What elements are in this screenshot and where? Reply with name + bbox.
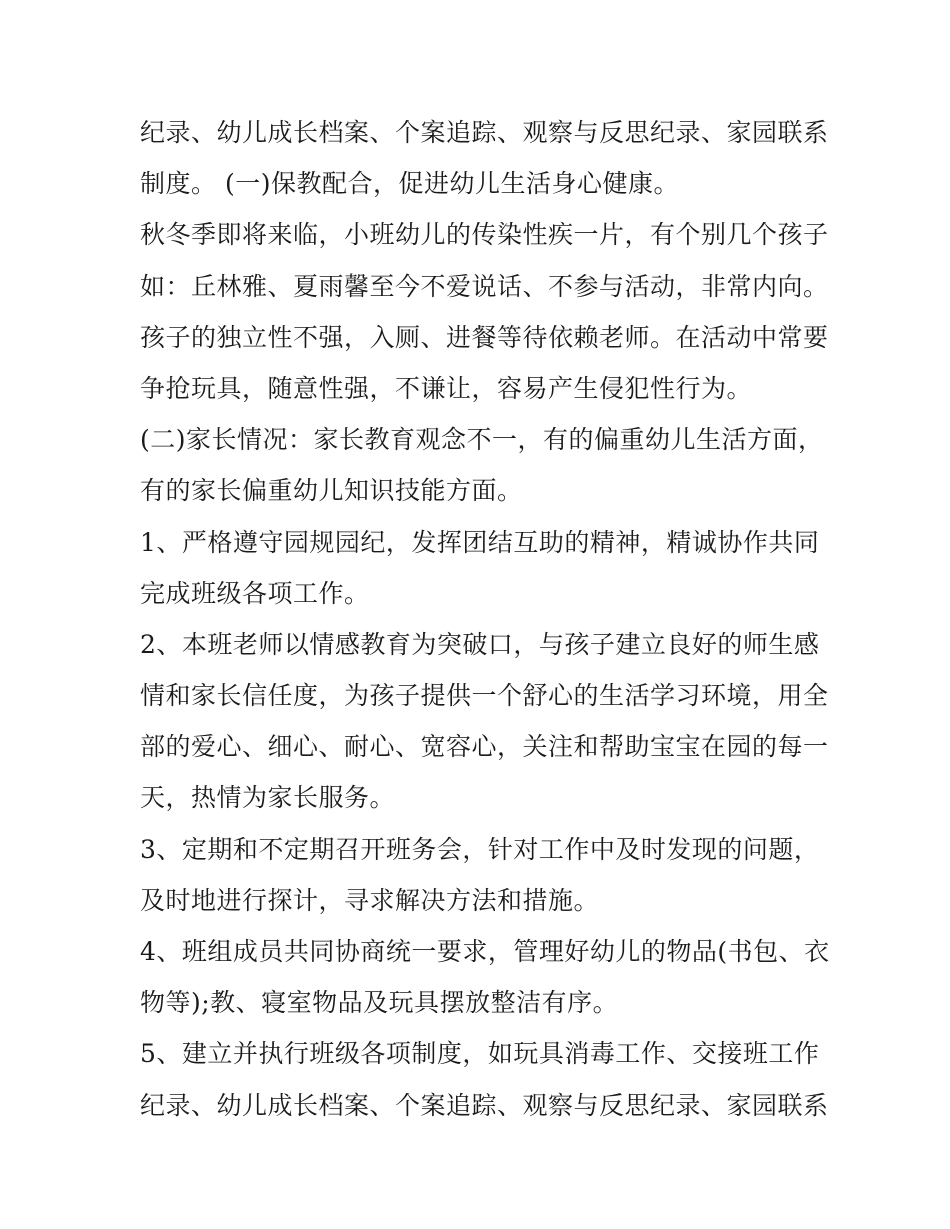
text-line: (二)家长情况：家长教育观念不一，有的偏重幼儿生活方面， (140, 425, 824, 455)
body-text (140, 107, 830, 1131)
text-line: 纪录、幼儿成长档案、个案追踪、观察与反思纪录、家园联系 (140, 118, 829, 147)
text-line: 如：丘林雅、夏雨馨至今不爱说话、不参与活动，非常内向。 (140, 271, 829, 301)
text-line: 纪录、幼儿成长档案、个案追踪、观察与反思纪录、家园联系 (140, 1090, 829, 1120)
text-line: 5、建立并执行班级各项制度，如玩具消毒工作、交接班工作 (140, 1039, 820, 1069)
text-line: 3、定期和不定期召开班务会，针对工作中及时发现的问题， (140, 834, 820, 864)
text-line: 秋冬季即将来临，小班幼儿的传染性疾一片，有个别几个孩子 (140, 220, 829, 250)
text-line: 天，热情为家长服务。 (140, 783, 396, 813)
text-line: 物等);教、寝室物品及玩具摆放整洁有序。 (140, 988, 619, 1018)
text-line: 1、严格遵守园规园纪，发挥团结互助的精神，精诚协作共同 (140, 527, 820, 557)
text-line: 2、本班老师以情感教育为突破口，与孩子建立良好的师生感 (140, 629, 820, 659)
text-line: 制度。 (一)保教配合，促进幼儿生活身心健康。 (140, 169, 679, 199)
text-line: 孩子的独立性不强，入厕、进餐等待依赖老师。在活动中常要 (140, 322, 829, 352)
text-line: 情和家长信任度，为孩子提供一个舒心的生活学习环境，用全 (140, 681, 829, 711)
text-line: 有的家长偏重幼儿知识技能方面。 (140, 476, 523, 506)
text-line: 4、班组成员共同协商统一要求，管理好幼儿的物品(书包、衣 (140, 937, 830, 966)
text-line: 部的爱心、细心、耐心、宽容心，关注和帮助宝宝在园的每一 (140, 732, 829, 762)
text-line: 及时地进行探计，寻求解决方法和措施。 (140, 885, 600, 915)
text-line: 争抢玩具，随意性强，不谦让，容易产生侵犯性行为。 (140, 373, 753, 403)
text-line: 完成班级各项工作。 (140, 578, 370, 608)
